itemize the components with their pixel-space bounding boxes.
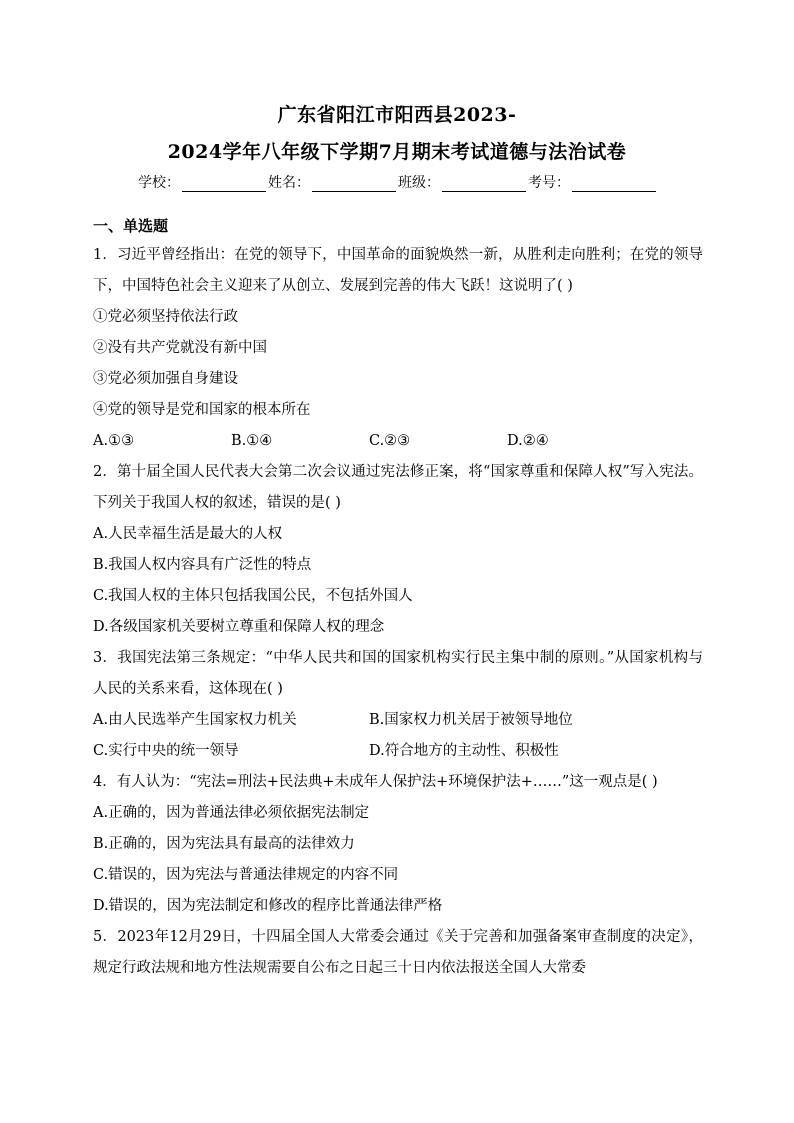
option-c[interactable]: C.错误的，因为宪法与普通法律规定的内容不同 bbox=[93, 867, 399, 883]
student-info-row bbox=[0, 172, 794, 192]
option-d[interactable]: D.错误的，因为宪法制定和修改的程序比普通法律严格 bbox=[93, 898, 443, 914]
name-field[interactable]: 姓名： bbox=[268, 172, 396, 192]
option-a[interactable]: A.人民幸福生活是最大的人权 bbox=[93, 526, 283, 542]
option-b[interactable]: B.我国人权内容具有广泛性的特点 bbox=[93, 557, 312, 573]
name-blank[interactable] bbox=[312, 177, 396, 192]
school-blank[interactable] bbox=[182, 177, 266, 192]
statement: ①党必须坚持依法行政 bbox=[93, 309, 238, 325]
statement: ③党必须加强自身建设 bbox=[93, 371, 238, 387]
class-blank[interactable] bbox=[442, 177, 526, 192]
option-a[interactable]: A.正确的，因为普通法律必须依据宪法制定 bbox=[93, 805, 370, 821]
statement: ②没有共产党就没有新中国 bbox=[93, 340, 267, 356]
options-row bbox=[93, 426, 703, 457]
question-1: 1．习近平曾经指出：在党的领导下，中国革命的面貌焕然一新，从胜利走向胜利；在党的领导下，中国特色社会主义迎来了从创立、发展到完善的伟大飞跃！这说明了( ) bbox=[93, 247, 703, 294]
exam-title-line2: 2024学年八年级下学期7月期末考试道德与法治试卷 bbox=[167, 141, 627, 163]
statement: ④党的领导是党和国家的根本所在 bbox=[93, 402, 311, 418]
option-c[interactable]: C.实行中央的统一领导 bbox=[93, 743, 239, 759]
exam-title-line1: 广东省阳江市阳西县2023- bbox=[277, 104, 517, 126]
option-c[interactable]: C.②③ bbox=[369, 433, 411, 449]
option-a[interactable]: A.由人民选举产生国家权力机关 bbox=[93, 712, 297, 728]
exam-number-field[interactable]: 考号： bbox=[528, 172, 656, 192]
option-a[interactable]: A.①③ bbox=[93, 433, 135, 449]
options-row bbox=[93, 736, 703, 767]
exam-number-blank[interactable] bbox=[572, 177, 656, 192]
option-b[interactable]: B.①④ bbox=[231, 433, 273, 449]
question-list bbox=[93, 240, 703, 984]
option-c[interactable]: C.我国人权的主体只包括我国公民，不包括外国人 bbox=[93, 588, 413, 604]
class-field[interactable]: 班级： bbox=[398, 172, 526, 192]
question-3: 3．我国宪法第三条规定：“中华人民共和国的国家机构实行民主集中制的原则。”从国家机构与人民的关系来看，这体现在( ) bbox=[93, 650, 703, 697]
question-2: 2．第十届全国人民代表大会第二次会议通过宪法修正案，将“国家尊重和保障人权”写入宪法。下列关于我国人权的叙述，错误的是( ) bbox=[93, 464, 703, 511]
question-4: 4．有人认为：“宪法=刑法+民法典+未成年人保护法+环境保护法+……”这一观点是( ) bbox=[93, 774, 658, 790]
options-row bbox=[93, 705, 703, 736]
option-b[interactable]: B.正确的，因为宪法具有最高的法律效力 bbox=[93, 836, 355, 852]
option-d[interactable]: D.②④ bbox=[507, 433, 549, 449]
question-5: 5．2023年12月29日，十四届全国人大常委会通过《关于完善和加强备案审查制度的决定》，规定行政法规和地方性法规需要自公布之日起三十日内依法报送全国人大常委 bbox=[93, 929, 703, 976]
school-field[interactable]: 学校： bbox=[138, 172, 266, 192]
option-b[interactable]: B.国家权力机关居于被领导地位 bbox=[369, 712, 573, 728]
section-heading: 一、单选题 bbox=[93, 217, 169, 235]
option-d[interactable]: D.各级国家机关要树立尊重和保障人权的理念 bbox=[93, 619, 385, 635]
option-d[interactable]: D.符合地方的主动性、积极性 bbox=[369, 743, 559, 759]
